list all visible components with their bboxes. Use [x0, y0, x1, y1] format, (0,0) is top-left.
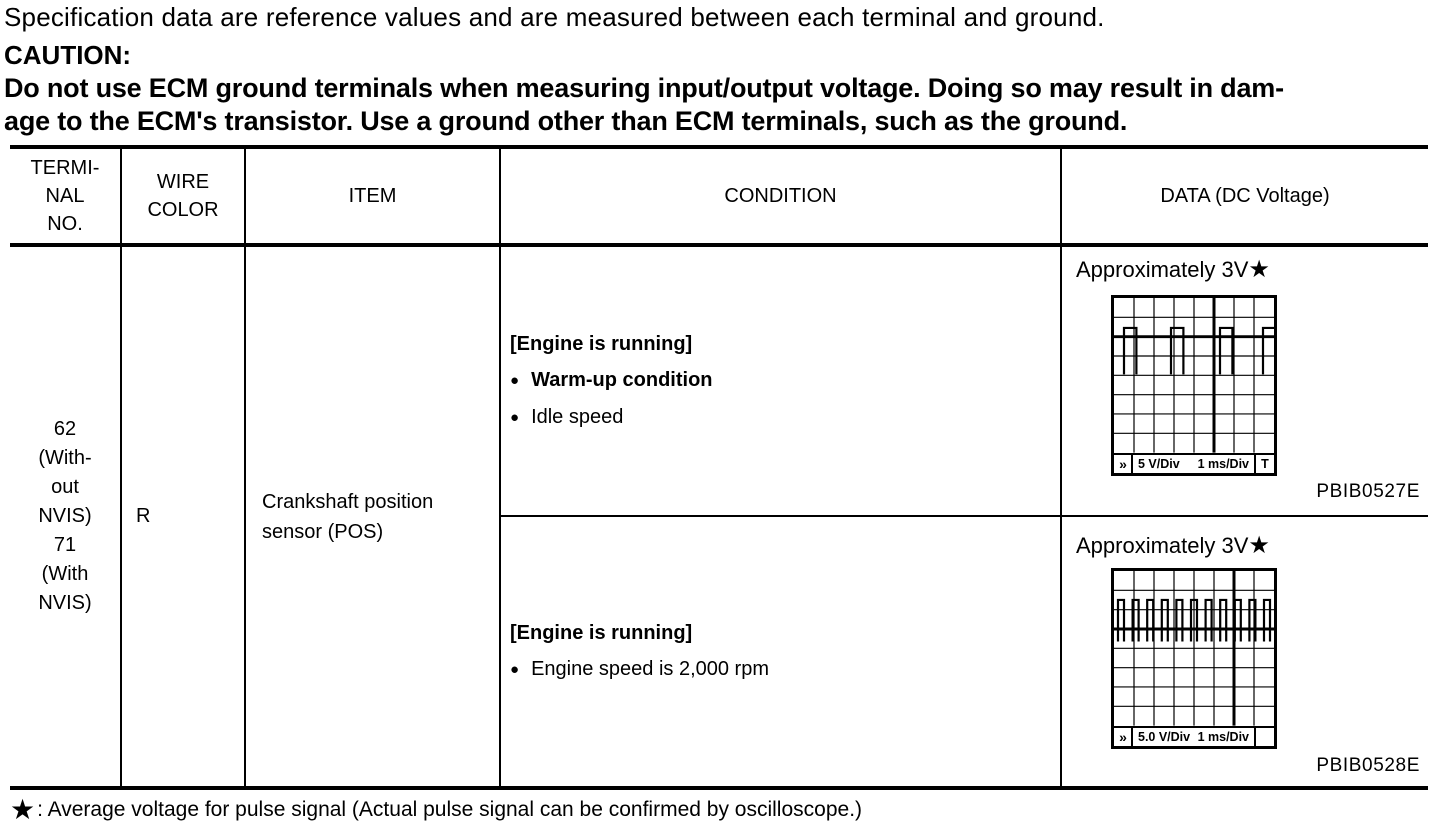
footnote	[10, 796, 862, 824]
oscilloscope-readout-bar	[1114, 726, 1274, 746]
text-line: NAL	[45, 185, 85, 207]
voltage-value-label	[1076, 531, 1270, 560]
figure-code: PBIB0528E	[1316, 755, 1420, 776]
bullet-icon: ●	[510, 371, 520, 389]
text-line: (With-	[38, 447, 92, 469]
spec-table	[10, 145, 1428, 790]
voltage-text: Approximately 3V	[1076, 257, 1249, 282]
sweep-arrows-icon: »	[1114, 455, 1133, 473]
star-icon: ★	[1248, 256, 1270, 283]
text-line: sensor (POS)	[262, 520, 384, 543]
figure-code: PBIB0527E	[1316, 481, 1420, 502]
condition-heading: [Engine is running]	[510, 332, 693, 355]
header-wire-color	[122, 149, 244, 243]
header-item	[246, 149, 499, 243]
header-condition	[501, 149, 1060, 243]
condition-heading: [Engine is running]	[510, 621, 693, 644]
text-line: out	[51, 476, 79, 498]
text-line: age to the ECM's transistor. Use a ground other than ECM terminals, such as the ground.	[4, 106, 1128, 136]
trigger-box: T	[1254, 455, 1274, 473]
condition-bullet	[510, 406, 1060, 430]
condition-bullets	[510, 658, 1060, 682]
condition-cell-2	[501, 517, 1060, 786]
sweep-arrows-icon: »	[1114, 728, 1133, 746]
text-line: Crankshaft position	[262, 490, 434, 513]
text-line: NVIS)	[38, 505, 92, 527]
oscilloscope-display	[1111, 568, 1277, 749]
voltage-value-label	[1076, 255, 1270, 284]
header-data-label: DATA (DC Voltage)	[1160, 185, 1330, 207]
bullet-icon: ●	[510, 408, 520, 426]
header-data	[1062, 149, 1428, 243]
oscilloscope-readout-bar	[1114, 453, 1274, 473]
text-line: COLOR	[147, 199, 219, 221]
text-line: NVIS)	[38, 592, 92, 614]
time-per-div-label: 1 ms/Div	[1197, 456, 1249, 471]
header-condition-label: CONDITION	[724, 185, 837, 207]
wire-color-value: R	[136, 505, 151, 527]
bullet-text: Idle speed	[531, 406, 624, 428]
text-line: 62	[53, 418, 77, 440]
condition-cell-1	[501, 247, 1060, 515]
wire-color-cell	[122, 247, 244, 786]
bullet-text: Warm-up condition	[531, 369, 713, 391]
text-line: NO.	[47, 213, 83, 235]
condition-bullet	[510, 369, 1060, 393]
caution-text	[4, 72, 1284, 138]
star-icon: ★	[1248, 532, 1270, 559]
trigger-box	[1254, 728, 1274, 746]
spec-note: Specification data are reference values and are measured between each terminal and ground.	[4, 2, 1105, 32]
bullet-icon: ●	[510, 660, 520, 678]
data-cell-1	[1062, 247, 1428, 515]
terminal-no-cell	[10, 247, 120, 786]
time-per-div-label: 1 ms/Div	[1197, 729, 1249, 744]
header-item-label: ITEM	[348, 185, 397, 207]
volts-per-div-label: 5.0 V/Div	[1138, 729, 1191, 744]
caution-heading: CAUTION:	[4, 40, 132, 70]
table-rule-bottom	[10, 786, 1428, 790]
item-cell	[246, 247, 499, 786]
text-line: (With	[41, 563, 89, 585]
condition-bullet	[510, 658, 1060, 682]
condition-bullets	[510, 369, 1060, 430]
footnote-text: : Average voltage for pulse signal (Actual pulse signal can be confirmed by oscilloscope.)	[37, 798, 863, 821]
voltage-text: Approximately 3V	[1076, 533, 1249, 558]
header-terminal-no	[10, 149, 120, 243]
text-line: 71	[53, 534, 77, 556]
volts-per-div-label: 5 V/Div	[1138, 456, 1180, 471]
text-line: Do not use ECM ground terminals when measuring input/output voltage. Doing so may result in dam-	[4, 73, 1284, 103]
star-icon: ★	[10, 794, 36, 825]
oscilloscope-grid	[1114, 571, 1274, 726]
text-line: TERMI-	[30, 157, 100, 179]
bullet-text: Engine speed is 2,000 rpm	[531, 658, 769, 680]
oscilloscope-grid	[1114, 298, 1274, 453]
text-line: WIRE	[156, 171, 210, 193]
oscilloscope-display	[1111, 295, 1277, 476]
data-cell-2	[1062, 517, 1428, 786]
